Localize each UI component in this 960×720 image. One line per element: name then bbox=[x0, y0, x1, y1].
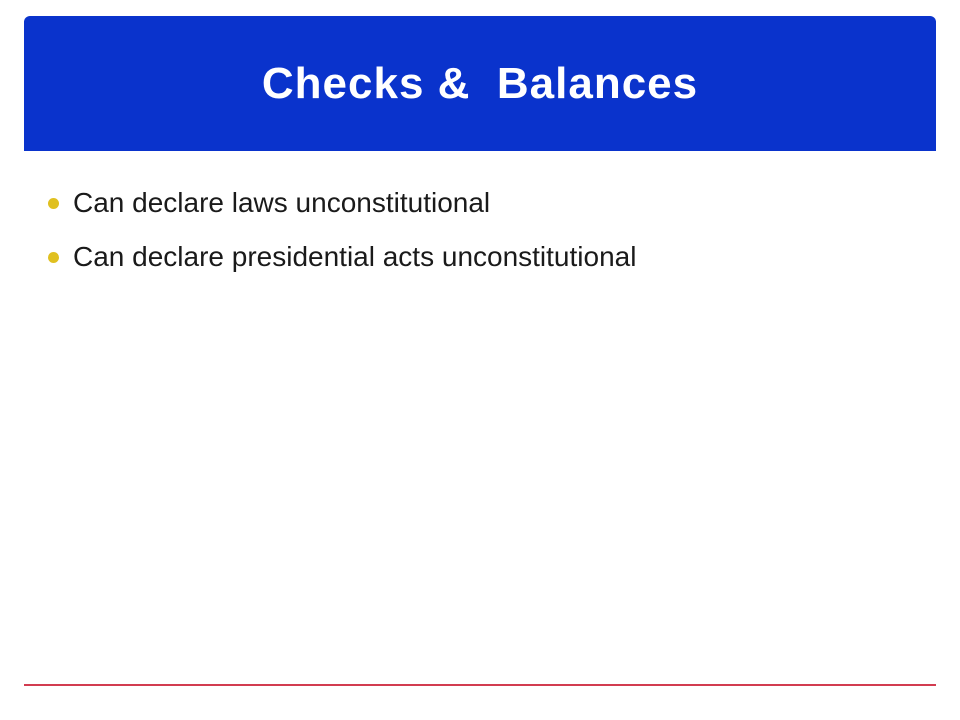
bullet-item bbox=[48, 230, 636, 284]
bullet-dot-icon bbox=[48, 198, 59, 209]
bullet-dot-icon bbox=[48, 252, 59, 263]
bullet-text: Can declare presidential acts unconstitutional bbox=[73, 241, 637, 272]
title-bar bbox=[24, 16, 936, 151]
bullet-list bbox=[48, 176, 636, 284]
slide-title: Checks & Balances bbox=[261, 58, 699, 108]
footer-divider bbox=[24, 684, 936, 686]
bullet-text: Can declare laws unconstitutional bbox=[73, 187, 491, 218]
bullet-item bbox=[48, 176, 636, 230]
